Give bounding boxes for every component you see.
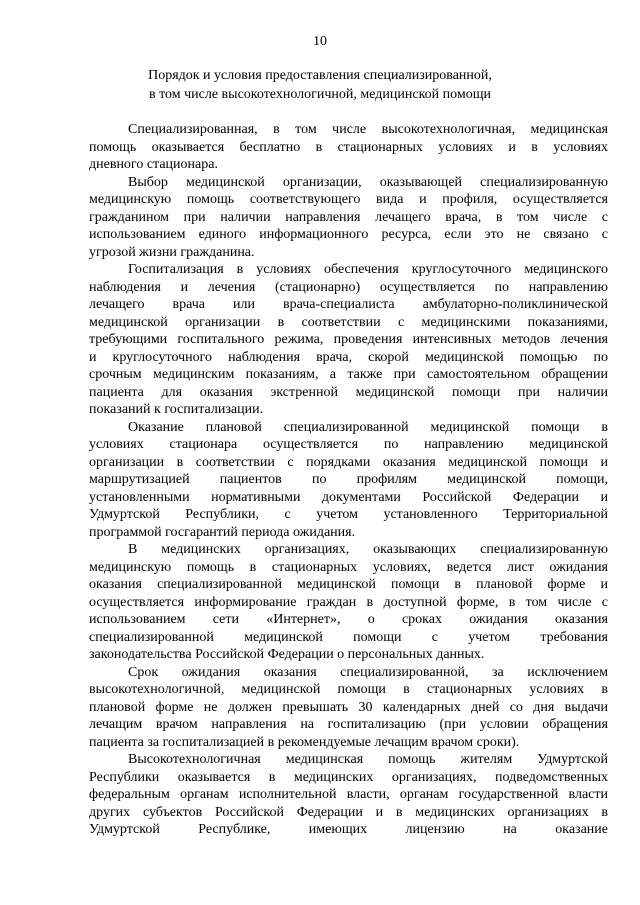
text-line: медицинскую помощь в стационарных условиях, ведется лист ожидания bbox=[89, 559, 608, 575]
text-line: федеральным органам исполнительной власти, органам государственной власти bbox=[89, 787, 608, 802]
text-line: законодательства Российской Федерации о персональных данных. bbox=[89, 647, 485, 662]
text-line: организации в соответствии с порядками оказания медицинской помощи и bbox=[89, 454, 608, 470]
heading-line: в том числе высокотехнологичной, медицинской помощи bbox=[148, 87, 492, 102]
text-line: установленными нормативными документами Российской Федерации и bbox=[89, 489, 608, 505]
text-line: Удмуртской Республике, имеющих лицензию на оказание bbox=[89, 822, 608, 837]
text-line: высокотехнологичной, медицинской помощи в стационарных условиях в bbox=[89, 682, 608, 697]
body-text bbox=[89, 121, 608, 839]
text-line: пациента за госпитализацией в рекомендуемые лечащим врачом сроки). bbox=[89, 734, 520, 750]
text-line: Удмуртской Республики, с учетом установленного Территориальной bbox=[89, 507, 608, 522]
text-line: медицинской организации в соответствии с медицинскими показаниями, bbox=[89, 314, 608, 330]
text-line: программой госгарантий периода ожидания. bbox=[89, 524, 356, 540]
text-line: других субъектов Российской Федерации и в медицинских организациях в bbox=[89, 804, 608, 820]
paragraph bbox=[89, 174, 608, 262]
text-line: гражданином при наличии направления лечащего врача, в том числе с bbox=[89, 209, 608, 225]
text-line: В медицинских организациях, оказывающих специализированную bbox=[128, 542, 608, 557]
heading-line: Порядок и условия предоставления специализированной, bbox=[148, 68, 492, 83]
text-line: маршрутизацией пациентов по профилям медицинской помощи, bbox=[89, 472, 608, 487]
text-line: Высокотехнологичная медицинская помощь жителям Удмуртской bbox=[128, 752, 608, 767]
text-line: показаний к госпитализации. bbox=[89, 402, 264, 417]
text-line: Специализированная, в том числе высокотехнологичная, медицинская bbox=[128, 122, 608, 137]
text-line: срочным медицинским показаниям, а также при самостоятельном обращении bbox=[89, 367, 608, 382]
paragraph bbox=[89, 419, 608, 542]
text-line: Выбор медицинской организации, оказывающей специализированную bbox=[128, 174, 608, 190]
text-line: и круглосуточного наблюдения врача, скорой медицинской помощью по bbox=[89, 349, 608, 365]
text-line: лечащим врачом направления на госпитализацию (при условии обращения bbox=[89, 717, 608, 732]
paragraph bbox=[89, 261, 608, 419]
text-line: лечащего врача или врача-специалиста амбулаторно-поликлинической bbox=[89, 297, 608, 312]
text-line: помощь оказывается бесплатно в стационарных условиях и в условиях bbox=[89, 139, 608, 155]
text-line: оказания специализированной медицинской помощи в плановой форме и bbox=[89, 577, 608, 592]
text-line: условиях стационара осуществляется по направлению медицинской bbox=[89, 437, 608, 452]
text-line: использованием сети «Интернет», о сроках ожидания оказания bbox=[89, 612, 608, 627]
text-line: требующими госпитального режима, проведения интенсивных методов лечения bbox=[89, 332, 608, 347]
text-line: наблюдения и лечения (стационарно) осуществляется по направлению bbox=[89, 279, 608, 295]
section-heading bbox=[0, 66, 640, 104]
page-number: 10 bbox=[313, 34, 327, 49]
text-line: использованием единого информационного ресурса, если это не связано с bbox=[89, 227, 608, 242]
text-line: медицинскую помощь соответствующего вида и профиля, осуществляется bbox=[89, 192, 608, 207]
text-line: дневного стационара. bbox=[89, 157, 218, 172]
text-line: специализированной медицинской помощи с учетом требования bbox=[89, 629, 608, 645]
text-line: угрозой жизни гражданина. bbox=[89, 244, 255, 260]
text-line: Оказание плановой специализированной медицинской помощи в bbox=[128, 419, 608, 435]
text-line: плановой форме не должен превышать 30 календарных дней со дня выдачи bbox=[89, 699, 608, 715]
text-line: осуществляется информирование граждан в доступной форме, в том числе с bbox=[89, 594, 608, 610]
text-line: Срок ожидания оказания специализированной, за исключением bbox=[128, 664, 608, 680]
paragraph bbox=[89, 664, 608, 752]
text-line: пациента для оказания экстренной медицинской помощи при наличии bbox=[89, 384, 608, 400]
paragraph bbox=[89, 121, 608, 174]
text-line: Госпитализация в условиях обеспечения круглосуточного медицинского bbox=[128, 262, 608, 277]
paragraph bbox=[89, 751, 608, 839]
text-line: Республики оказывается в медицинских организациях, подведомственных bbox=[89, 769, 608, 785]
paragraph bbox=[89, 541, 608, 664]
